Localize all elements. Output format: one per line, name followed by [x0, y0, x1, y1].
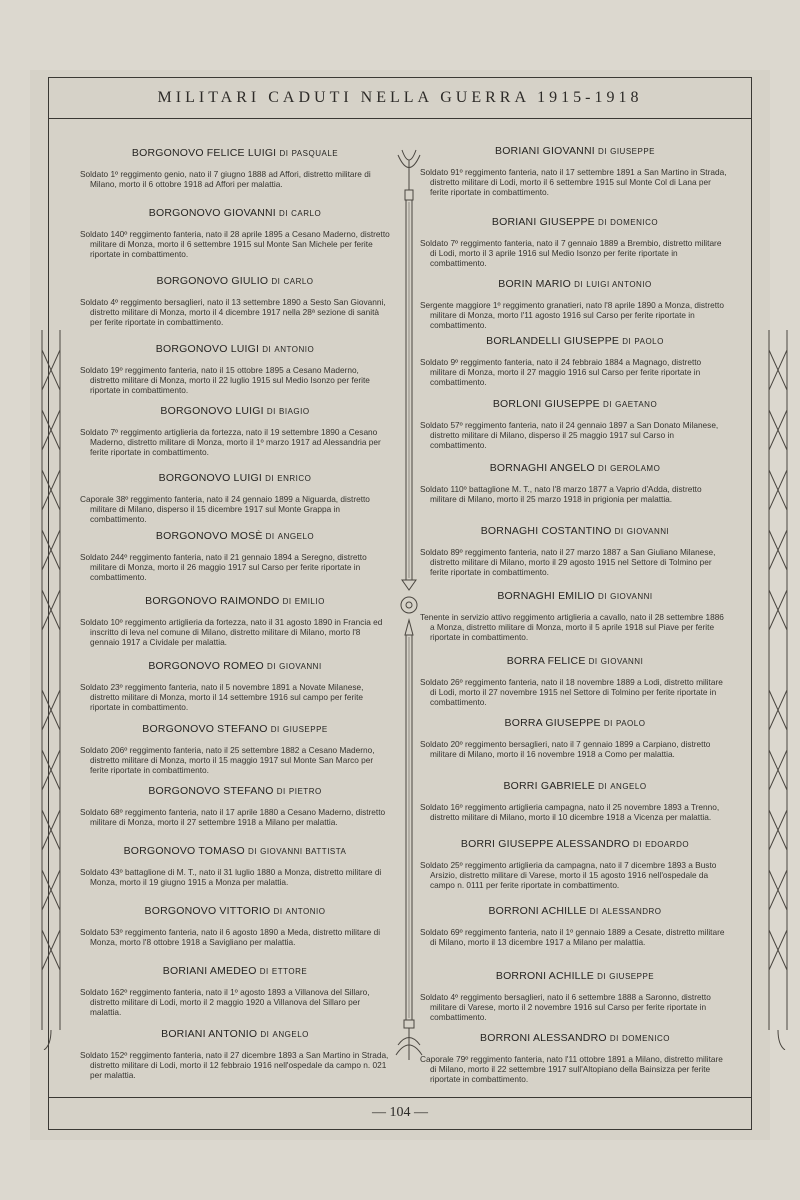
record-text: Soldato 1º reggimento genio, nato il 7 giugno 1888 ad Affori, distretto militare di Milano, morto il 6 ottobre 1918 ad Affori per malattia. [80, 169, 371, 189]
patronymic-particle: DI [271, 277, 281, 286]
record-name [80, 405, 390, 417]
surname-given-name: BORGONOVO MOSÈ [155, 530, 263, 542]
father-name: GIOVANNI [279, 662, 322, 671]
patronymic-particle: DI [273, 907, 283, 916]
record-text: Soldato 4º reggimento bersaglieri, nato il 13 settembre 1890 a Sesto San Giovanni, distretto militare di Monza, morto il 4 dicembre 1917 nella 28ª sezione di sanità per ferite riportate in combattimento. [80, 297, 386, 327]
record-name [80, 1028, 390, 1040]
patronymic-particle: DI [603, 719, 613, 728]
patronymic-particle: DI [597, 464, 607, 473]
patronymic-particle: DI [260, 1030, 270, 1039]
father-name: LUIGI ANTONIO [586, 280, 652, 289]
record-name [420, 462, 730, 474]
record-entry [80, 472, 390, 524]
record-name [420, 905, 730, 917]
patronymic-particle: DI [270, 725, 280, 734]
record-name [80, 343, 390, 355]
father-name: ALESSANDRO [601, 907, 662, 916]
record-text: Caporale 79º reggimento fanteria, nato l'11 ottobre 1891 a Milano, distretto militare di Milano, morto il 22 settembre 1917 sull'Altopiano della Bainsizza per ferite riportate in combattimento. [420, 1054, 723, 1084]
record-name [420, 335, 730, 347]
father-name: ENRICO [277, 474, 312, 483]
patronymic-particle: DI [614, 527, 624, 536]
father-name: ANGELO [610, 782, 647, 791]
father-name: PAOLO [634, 337, 664, 346]
record-name [420, 717, 730, 729]
record-entry [80, 785, 390, 827]
father-name: GEROLAMO [610, 464, 661, 473]
surname-given-name: BORNAGHI ANGELO [489, 462, 595, 474]
record-entry [420, 398, 730, 450]
record-entry [80, 845, 390, 887]
surname-given-name: BORGONOVO TOMASO [123, 845, 245, 857]
surname-given-name: BORRA FELICE [506, 655, 586, 667]
record-text: Soldato 20º reggimento bersaglieri, nato il 7 gennaio 1899 a Carpiano, distretto militare di Milano, morto il 16 novembre 1918 a Como per malattia. [420, 739, 711, 759]
record-text: Soldato 206º reggimento fanteria, nato il 25 settembre 1882 a Cesano Maderno, distretto militare di Monza, morto il 15 maggio 1917 sul Monte San Marco per ferite riportate in combattimento. [80, 745, 375, 775]
record-text: Soldato 57º reggimento fanteria, nato il 24 gennaio 1897 a San Donato Milanese, distretto militare di Milano, disperso il 25 maggio 1917 sul Carso in combattimento. [420, 420, 719, 450]
father-name: EMILIO [294, 597, 325, 606]
patronymic-particle: DI [633, 840, 642, 849]
record-entry [420, 278, 730, 330]
record-name [420, 216, 730, 228]
record-entry [80, 595, 390, 647]
right-border-ornament [765, 330, 791, 1050]
record-entry [420, 216, 730, 268]
father-name: GIUSEPPE [282, 725, 328, 734]
surname-given-name: BORLONI GIUSEPPE [492, 398, 600, 410]
father-name: CARLO [283, 277, 314, 286]
record-name [420, 1032, 730, 1044]
record-text: Soldato 9º reggimento fanteria, nato il 24 febbraio 1884 a Magnago, distretto militare di Monza, morto il 27 maggio 1916 sul Carso per ferite riportate in combattimento. [420, 357, 702, 387]
surname-given-name: BORIANI GIOVANNI [494, 145, 595, 157]
record-name [420, 278, 730, 290]
record-text: Soldato 89º reggimento fanteria, nato il 27 marzo 1887 a San Giuliano Milanese, distretto militare di Milano, morto il 29 agosto 1915 nel Settore di Tolmino per ferite riportate in combattimento. [420, 547, 716, 577]
father-name: PIETRO [288, 787, 322, 796]
record-name [420, 970, 730, 982]
record-text: Soldato 7º reggimento fanteria, nato il 7 gennaio 1889 a Brembio, distretto militare di Lodi, morto il 3 aprile 1916 sul Medio Isonzo per ferite riportate in combattimento. [420, 238, 722, 268]
patronymic-particle: DI [588, 657, 598, 666]
father-name: DOMENICO [621, 1034, 670, 1043]
father-name: CARLO [291, 209, 322, 218]
patronymic-particle: DI [262, 345, 272, 354]
surname-given-name: BORGONOVO LUIGI [158, 472, 262, 484]
record-entry [80, 275, 390, 327]
patronymic-particle: DI [279, 149, 289, 158]
record-entry [80, 723, 390, 775]
record-name [420, 398, 730, 410]
patronymic-particle: DI [589, 907, 599, 916]
patronymic-particle: DI [622, 337, 632, 346]
father-name: GIOVANNI BATTISTA [260, 847, 347, 856]
surname-given-name: BORRA GIUSEPPE [504, 717, 601, 729]
patronymic-particle: DI [609, 1034, 619, 1043]
record-name [80, 785, 390, 797]
father-name: GAETANO [615, 400, 658, 409]
record-text: Sergente maggiore 1º reggimento granatieri, nato l'8 aprile 1890 a Monza, distretto militare di Monza, morto l'11 agosto 1916 sul Carso per ferite riportate in combattimento. [420, 300, 724, 330]
record-entry [80, 1028, 390, 1080]
father-name: GIOVANNI [626, 527, 670, 536]
record-entry [420, 970, 730, 1022]
father-name: ANTONIO [285, 907, 326, 916]
surname-given-name: BORGONOVO ROMEO [148, 660, 264, 672]
surname-given-name: BORGONOVO VITTORIO [144, 905, 271, 917]
surname-given-name: BORRONI ACHILLE [495, 970, 594, 982]
record-name [80, 845, 390, 857]
patronymic-particle: DI [597, 592, 607, 601]
record-text: Soldato 91º reggimento fanteria, nato il 17 settembre 1891 a San Martino in Strada, distretto militare di Lodi, morto il 6 settembre 1915 sul Monte Col di Lana per ferite riportate in combattimento. [420, 167, 727, 197]
record-text: Soldato 26º reggimento fanteria, nato il 18 novembre 1889 a Lodi, distretto militare di Lodi, morto il 27 novembre 1915 nel Settore di Tolmino per ferite riportate in combattimento. [420, 677, 723, 707]
surname-given-name: BORGONOVO LUIGI [160, 405, 264, 417]
record-entry [80, 343, 390, 395]
record-text: Soldato 162º reggimento fanteria, nato il 1º agosto 1893 a Villanova del Sillaro, distretto militare di Lodi, morto il 2 maggio 1920 a Villanova del Sillaro per malattia. [80, 987, 370, 1017]
record-text: Tenente in servizio attivo reggimento artiglieria a cavallo, nato il 28 settembre 1886 a Monza, distretto militare di Monza, morto il 5 aprile 1918 sul Piave per ferite riportate in combattimento. [420, 612, 724, 642]
record-entry [420, 655, 730, 707]
record-name [80, 275, 390, 287]
record-text: Soldato 110º battaglione M. T., nato l'8 marzo 1877 a Vaprio d'Adda, distretto militare di Milano, morto il 25 marzo 1918 in prigionia per malattia. [420, 484, 702, 504]
record-text: Soldato 140º reggimento fanteria, nato il 28 aprile 1895 a Cesano Maderno, distretto militare di Monza, morto il 6 settembre 1915 sul Monte San Michele per ferite riportate in combattimento. [80, 229, 390, 259]
record-text: Soldato 19º reggimento fanteria, nato il 15 ottobre 1895 a Cesano Maderno, distretto militare di Monza, morto il 22 luglio 1915 sul Medio Isonzo per ferite riportate in combattimento. [80, 365, 370, 395]
surname-given-name: BORNAGHI EMILIO [497, 590, 595, 602]
record-entry [420, 1032, 730, 1084]
surname-given-name: BORRI GABRIELE [503, 780, 595, 792]
record-name [80, 472, 390, 484]
surname-given-name: BORNAGHI COSTANTINO [480, 525, 612, 537]
record-name [80, 530, 390, 542]
record-name [80, 595, 390, 607]
record-name [420, 780, 730, 792]
surname-given-name: BORGONOVO RAIMONDO [145, 595, 280, 607]
record-entry [80, 905, 390, 947]
surname-given-name: BORIANI GIUSEPPE [491, 216, 595, 228]
surname-given-name: BORIANI AMEDEO [162, 965, 257, 977]
record-text: Caporale 38º reggimento fanteria, nato il 24 gennaio 1899 a Niguarda, distretto militare di Milano, disperso il 15 dicembre 1917 sul Monte Grappa in combattimento. [80, 494, 370, 524]
record-entry [80, 405, 390, 457]
page-title: MILITARI CADUTI NELLA GUERRA 1915-1918 [157, 88, 643, 106]
record-entry [420, 780, 730, 822]
record-entry [420, 717, 730, 759]
father-name: BIAGIO [279, 407, 310, 416]
left-border-ornament [38, 330, 64, 1050]
record-name [420, 590, 730, 602]
patronymic-particle: DI [267, 662, 277, 671]
record-text: Soldato 53º reggimento fanteria, nato il 6 agosto 1890 a Meda, distretto militare di Monza, morto l'8 ottobre 1918 a Savigliano per malattia. [80, 927, 381, 947]
father-name: ANGELO [272, 1030, 309, 1039]
record-name [80, 723, 390, 735]
record-text: Soldato 16º reggimento artiglieria campagna, nato il 25 novembre 1893 a Trenno, distretto militare di Milano, morto il 10 dicembre 1918 a Vicenza per malattia. [420, 802, 720, 822]
father-name: ANGELO [277, 532, 315, 541]
footer-rule [48, 1097, 752, 1098]
record-name [80, 660, 390, 672]
record-name [420, 145, 730, 157]
record-text: Soldato 10º reggimento artiglieria da fortezza, nato il 31 agosto 1890 in Francia ed inscritto di leva nel comune di Milano, distretto militare di Milano, morto l'8 gennaio 1917 a Cividale per malattia. [80, 617, 383, 647]
record-name [80, 207, 390, 219]
patronymic-particle: DI [276, 787, 286, 796]
father-name: ETTORE [271, 967, 308, 976]
record-name [80, 965, 390, 977]
record-text: Soldato 69º reggimento fanteria, nato il 1º gennaio 1889 a Cesate, distretto militare di Milano, morto il 13 dicembre 1917 a Milano per malattia. [420, 927, 725, 947]
surname-given-name: BORGONOVO STEFANO [142, 723, 268, 735]
record-entry [420, 335, 730, 387]
father-name: GIOVANNI [610, 592, 653, 601]
patronymic-particle: DI [597, 147, 607, 156]
surname-given-name: BORIN MARIO [498, 278, 572, 290]
record-entry [420, 462, 730, 504]
record-text: Soldato 4º reggimento bersaglieri, nato il 6 settembre 1888 a Saronno, distretto militare di Varese, morto il 2 novembre 1916 sul Carso per ferite riportate in combattimento. [420, 992, 711, 1022]
record-entry [420, 905, 730, 947]
father-name: DOMENICO [610, 218, 659, 227]
patronymic-particle: DI [603, 400, 613, 409]
patronymic-particle: DI [265, 474, 275, 483]
patronymic-particle: DI [265, 532, 275, 541]
surname-given-name: BORRONI ACHILLE [488, 905, 587, 917]
surname-given-name: BORGONOVO GIULIO [156, 275, 269, 287]
record-name [80, 147, 390, 159]
record-text: Soldato 7º reggimento artiglieria da fortezza, nato il 19 settembre 1890 a Cesano Maderno, distretto militare di Monza, morto il 1º marzo 1917 ad Alessandria per ferite riportate in combattimento. [80, 427, 381, 457]
record-entry [420, 145, 730, 197]
record-text: Soldato 43º battaglione di M. T., nato il 31 luglio 1880 a Monza, distretto militare di Monza, morto il 19 giugno 1915 a Monza per malattia. [80, 867, 382, 887]
father-name: ANTONIO [274, 345, 315, 354]
surname-given-name: BORGONOVO GIOVANNI [148, 207, 276, 219]
record-entry [80, 660, 390, 712]
patronymic-particle: DI [574, 280, 584, 289]
surname-given-name: BORLANDELLI GIUSEPPE [486, 335, 620, 347]
father-name: PAOLO [615, 719, 646, 728]
record-name [420, 525, 730, 537]
patronymic-particle: DI [259, 967, 269, 976]
record-entry [80, 147, 390, 189]
patronymic-particle: DI [279, 209, 289, 218]
father-name: GIOVANNI [600, 657, 644, 666]
record-text: Soldato 23º reggimento fanteria, nato il 5 novembre 1891 a Novate Milanese, distretto militare di Monza, morto il 14 settembre 1916 sul campo per ferite riportate in combattimento. [80, 682, 364, 712]
record-text: Soldato 152º reggimento fanteria, nato il 27 dicembre 1893 a San Martino in Strada, distretto militare di Lodi, morto il 12 febbraio 1916 nell'ospedale da campo n. 021 per malattia. [80, 1050, 389, 1080]
record-entry [420, 838, 730, 890]
patronymic-particle: DI [597, 218, 607, 227]
record-entry [80, 965, 390, 1017]
patronymic-particle: DI [247, 847, 257, 856]
record-text: Soldato 25º reggimento artiglieria da campagna, nato il 7 dicembre 1893 a Busto Arsizio, distretto militare di Varese, morto il 15 agosto 1916 nell'ospedale da campo n. 0111 per ferite riportate in combattimento. [420, 860, 717, 890]
record-text: Soldato 244º reggimento fanteria, nato il 21 gennaio 1894 a Seregno, distretto militare di Monza, morto il 26 maggio 1917 sul Carso per ferite riportate in combattimento. [80, 552, 367, 582]
father-name: GIUSEPPE [609, 972, 655, 981]
title-bar [48, 77, 752, 119]
page-number: — 104 — [372, 1105, 428, 1120]
record-entry [420, 590, 730, 642]
surname-given-name: BORGONOVO FELICE LUIGI [131, 147, 277, 159]
record-entry [80, 207, 390, 259]
father-name: GIUSEPPE [610, 147, 655, 156]
surname-given-name: BORGONOVO LUIGI [155, 343, 260, 355]
record-name [420, 838, 730, 850]
father-name: EDOARDO [645, 840, 690, 849]
record-name [420, 655, 730, 667]
surname-given-name: BORIANI ANTONIO [161, 1028, 258, 1040]
record-name [80, 905, 390, 917]
record-entry [420, 525, 730, 577]
surname-given-name: BORGONOVO STEFANO [148, 785, 274, 797]
patronymic-particle: DI [266, 407, 276, 416]
patronymic-particle: DI [597, 972, 607, 981]
patronymic-particle: DI [282, 597, 292, 606]
surname-given-name: BORRI GIUSEPPE ALESSANDRO [460, 838, 630, 850]
record-text: Soldato 68º reggimento fanteria, nato il 17 aprile 1880 a Cesano Maderno, distretto militare di Monza, morto il 27 settembre 1918 a Milano per malattia. [80, 807, 386, 827]
surname-given-name: BORRONI ALESSANDRO [480, 1032, 607, 1044]
record-entry [80, 530, 390, 582]
patronymic-particle: DI [598, 782, 608, 791]
father-name: PASQUALE [291, 149, 339, 158]
